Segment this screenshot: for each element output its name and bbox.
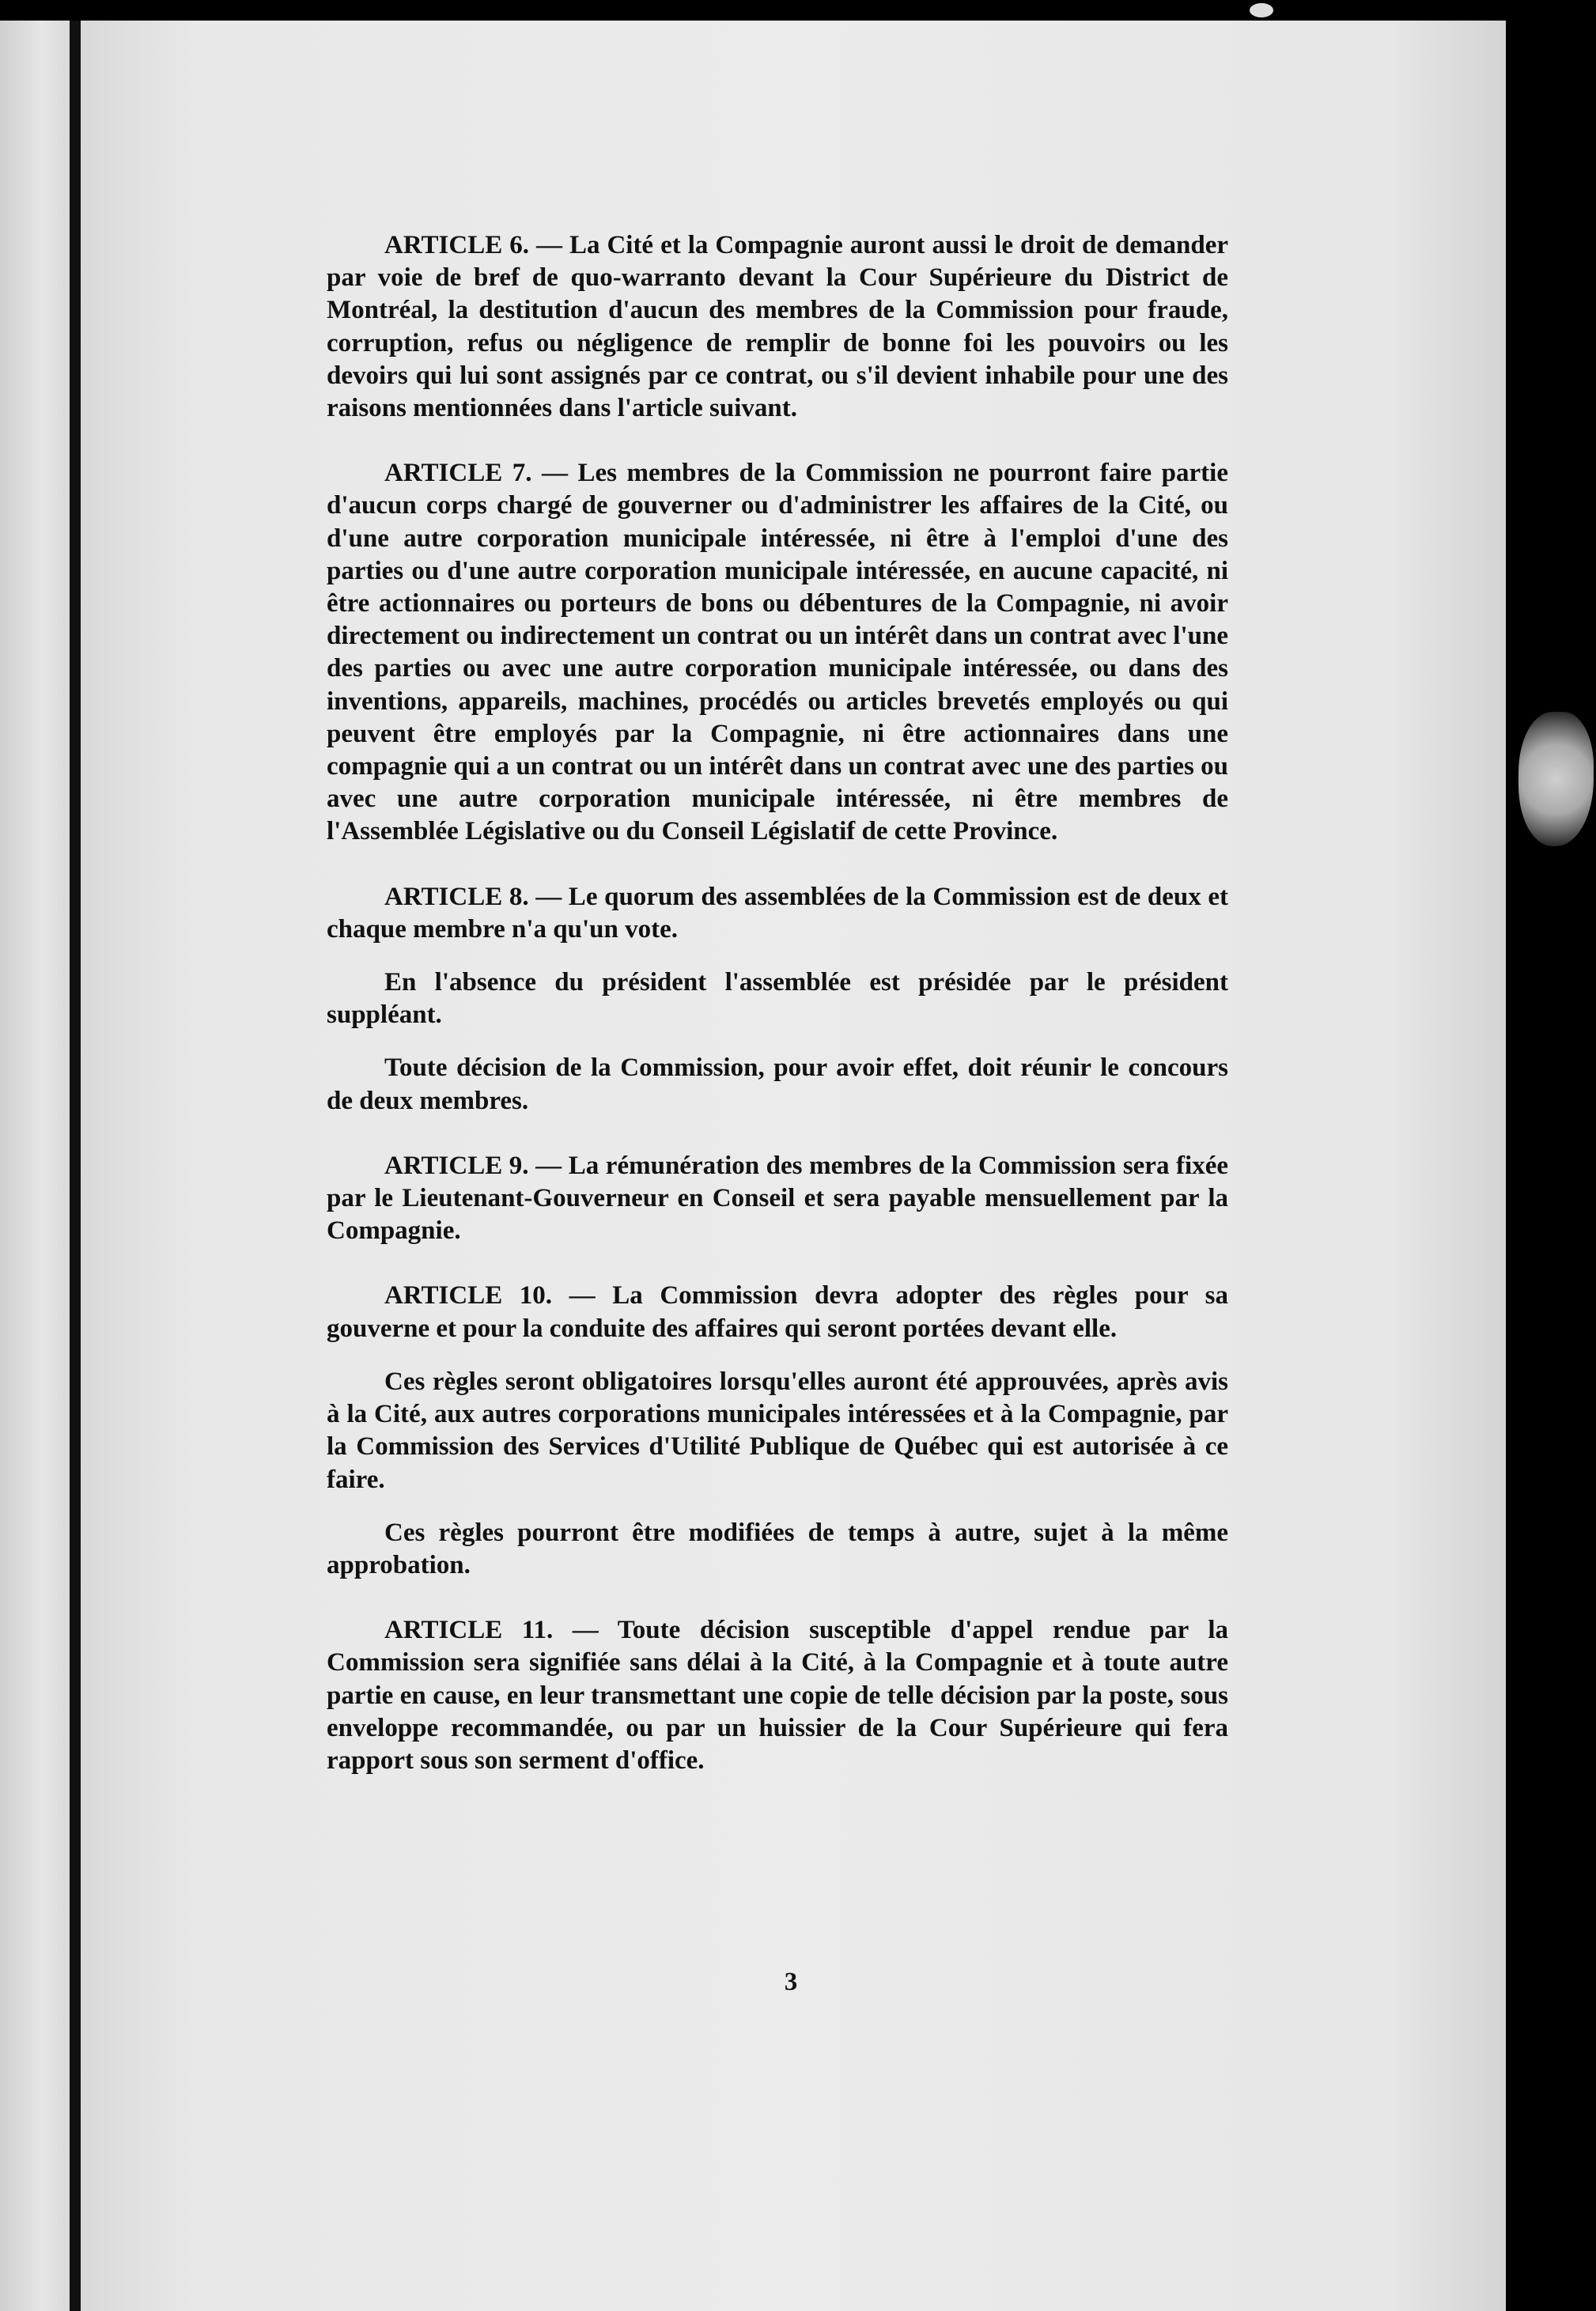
rules-approval-paragraph: Ces règles seront obligatoires lorsqu'elles auront été approuvées, après avis à la Cité, aux autres corporations municipales intéressées et à la Compagnie, par la Commission des Services d'Utilité Publique de Québec qui est autorisée à ce faire. xyxy=(327,1367,1228,1494)
article-6-paragraph: ARTICLE 6. — La Cité et la Compagnie auront aussi le droit de demander par voie de bref de quo-warranto devant la Cour Supérieure du District de Montréal, la destitution d'aucun des membres de la Commission pour fraude, corruption, refus ou négligence de remplir de bonne foi les pouvoirs ou les devoirs qui lui sont assignés par ce contrat, ou s'il devient inhabile pour une des raisons mentionnées dans l'article suivant. xyxy=(327,231,1228,423)
adjacent-page-edge xyxy=(0,21,70,2311)
scan-border xyxy=(1506,0,1596,2311)
paper-damage-mark xyxy=(1518,712,1594,846)
book-spine xyxy=(70,21,81,2311)
rules-modification-paragraph: Ces règles pourront être modifiées de temps à autre, sujet à la même approbation. xyxy=(327,1518,1228,1579)
document-body xyxy=(327,229,1228,1777)
article-11-paragraph: ARTICLE 11. — Toute décision susceptible d'appel rendue par la Commission sera signifiée sans délai à la Cité, à la Compagnie et à toute autre partie en cause, en leur transmettant une copie de telle décision par la poste, sous enveloppe recommandée, ou par un huissier de la Cour Supérieure qui fera rapport sous son serment d'office. xyxy=(327,1616,1228,1775)
article-10-paragraph: ARTICLE 10. — La Commission devra adopter des règles pour sa gouverne et pour la conduite des affaires qui seront portées devant elle. xyxy=(327,1281,1228,1343)
president-absence-paragraph: En l'absence du président l'assemblée est présidée par le président suppléant. xyxy=(327,968,1228,1030)
decision-quorum-paragraph: Toute décision de la Commission, pour avoir effet, doit réunir le concours de deux membres. xyxy=(327,1053,1228,1115)
article-7-paragraph: ARTICLE 7. — Les membres de la Commission ne pourront faire partie d'aucun corps chargé de gouverner ou d'administrer les affaires de la Cité, ou d'une autre corporation municipale intéressée, ni être à l'emploi d'une des parties ou d'une autre corporation municipale intéressée, en aucune capacité, ni être actionnaires ou porteurs de bons ou débentures de la Compagnie, ni avoir directement ou indirectement un contrat ou un intérêt dans un contrat avec l'une des parties ou avec une autre corporation municipale intéressée, ou dans des inventions, appareils, machines, procédés ou articles brevetés employés ou qui peuvent être employés par la Compagnie, ni être actionnaires dans une compagnie qui a un contrat ou un intérêt dans un contrat avec une des parties ou avec une autre corporation municipale intéressée, ni être membres de l'Assemblée Législative ou du Conseil Législatif de cette Province. xyxy=(327,459,1228,846)
article-9-paragraph: ARTICLE 9. — La rémunération des membres de la Commission sera fixée par le Lieutenant-Gouverneur en Conseil et sera payable mensuellement par la Compagnie. xyxy=(327,1151,1228,1246)
scan-speck xyxy=(1250,3,1273,17)
page-number: 3 xyxy=(784,1968,798,1996)
article-8-paragraph: ARTICLE 8. — Le quorum des assemblées de la Commission est de deux et chaque membre n'a qu'un vote. xyxy=(327,882,1228,944)
